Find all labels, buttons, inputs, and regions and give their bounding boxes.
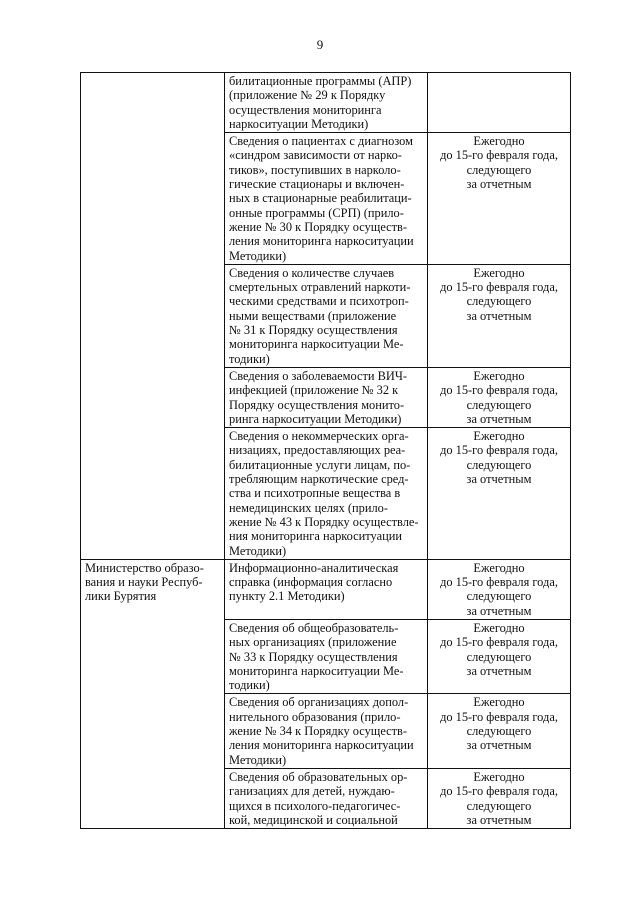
info-text: Информационно-аналитическая справка (информация согласно пункту 2.1 Методики) bbox=[229, 560, 399, 604]
info-cell bbox=[225, 559, 428, 619]
org-cell bbox=[81, 559, 225, 828]
term-cell bbox=[428, 73, 571, 133]
term-cell bbox=[428, 694, 571, 768]
info-text: билитационные программы (АПР) (приложение № 29 к Порядку осуществления мониторинга наркоситуации Методики) bbox=[229, 74, 412, 131]
info-text: Сведения о заболеваемости ВИЧ- инфекцией (приложение № 32 к Порядку осуществления монито- ринга наркоситуации Методики) bbox=[229, 368, 408, 426]
org-cell bbox=[81, 73, 225, 560]
term-cell bbox=[428, 768, 571, 828]
info-text: Сведения о количестве случаев смертельных отравлений наркоти- ческими средствами и психотроп- ными веществами (приложение № 31 к Порядку осуществления мониторинга наркоситуации Ме- тодики) bbox=[229, 265, 411, 366]
term-cell bbox=[428, 428, 571, 560]
info-text: Сведения о некоммерческих орга- низациях, предоставляющих реа- билитационные услуги лицам, по- требляющим наркотические сред- ства и психотропные вещества в немедицинских целях (прило- жение № 43 к Порядку осуществле- ния мониторинга наркоситуации Методики) bbox=[229, 429, 419, 558]
term-text: Ежегодно до 15-го февраля года, следующего за отчетным bbox=[440, 769, 558, 827]
info-cell bbox=[225, 428, 428, 560]
term-text: Ежегодно до 15-го февраля года, следующего за отчетным bbox=[440, 265, 558, 323]
term-cell bbox=[428, 264, 571, 367]
term-cell bbox=[428, 367, 571, 427]
term-text: Ежегодно до 15-го февраля года, следующего за отчетным bbox=[440, 560, 558, 618]
term-cell bbox=[428, 559, 571, 619]
term-text: Ежегодно до 15-го февраля года, следующего за отчетным bbox=[440, 134, 558, 192]
table-row bbox=[81, 73, 571, 133]
page-number: 9 bbox=[316, 37, 324, 52]
info-text: Сведения об общеобразователь- ных организациях (приложение № 33 к Порядку осуществления мониторинга наркоситуации Ме- тодики) bbox=[229, 620, 404, 693]
monitoring-table bbox=[80, 72, 571, 829]
info-cell bbox=[225, 73, 428, 133]
info-text: Сведения об организациях допол- нительного образования (прило- жение № 34 к Порядку осуществ- ления мониторинга наркоситуации Методики) bbox=[229, 695, 414, 767]
info-cell bbox=[225, 264, 428, 367]
info-cell bbox=[225, 619, 428, 693]
term-text: Ежегодно до 15-го февраля года, следующего за отчетным bbox=[440, 429, 558, 487]
info-cell bbox=[225, 133, 428, 265]
term-cell bbox=[428, 133, 571, 265]
info-cell bbox=[225, 768, 428, 828]
table-row bbox=[81, 559, 571, 619]
org-name: Министерство образо- вания и науки Респуб- лики Бурятия bbox=[85, 560, 204, 604]
term-text: Ежегодно до 15-го февраля года, следующего за отчетным bbox=[440, 368, 558, 426]
info-cell bbox=[225, 367, 428, 427]
term-text: Ежегодно до 15-го февраля года, следующего за отчетным bbox=[440, 620, 558, 678]
term-cell bbox=[428, 619, 571, 693]
info-text: Сведения об образовательных ор- ганизациях для детей, нуждаю- щихся в психолого-педагогичес- кой, медицинской и социальной bbox=[229, 769, 408, 827]
term-text: Ежегодно до 15-го февраля года, следующего за отчетным bbox=[440, 695, 558, 753]
info-cell bbox=[225, 694, 428, 768]
info-text: Сведения о пациентах с диагнозом «синдром зависимости от нарко- тиков», поступивших в нарколо- гические стационары и включен- ных в стационарные реабилитаци- онные программы (СРП) (прило- жение № 30 к Порядку осуществ- ления мониторинга наркоситуации Методики) bbox=[229, 134, 414, 263]
